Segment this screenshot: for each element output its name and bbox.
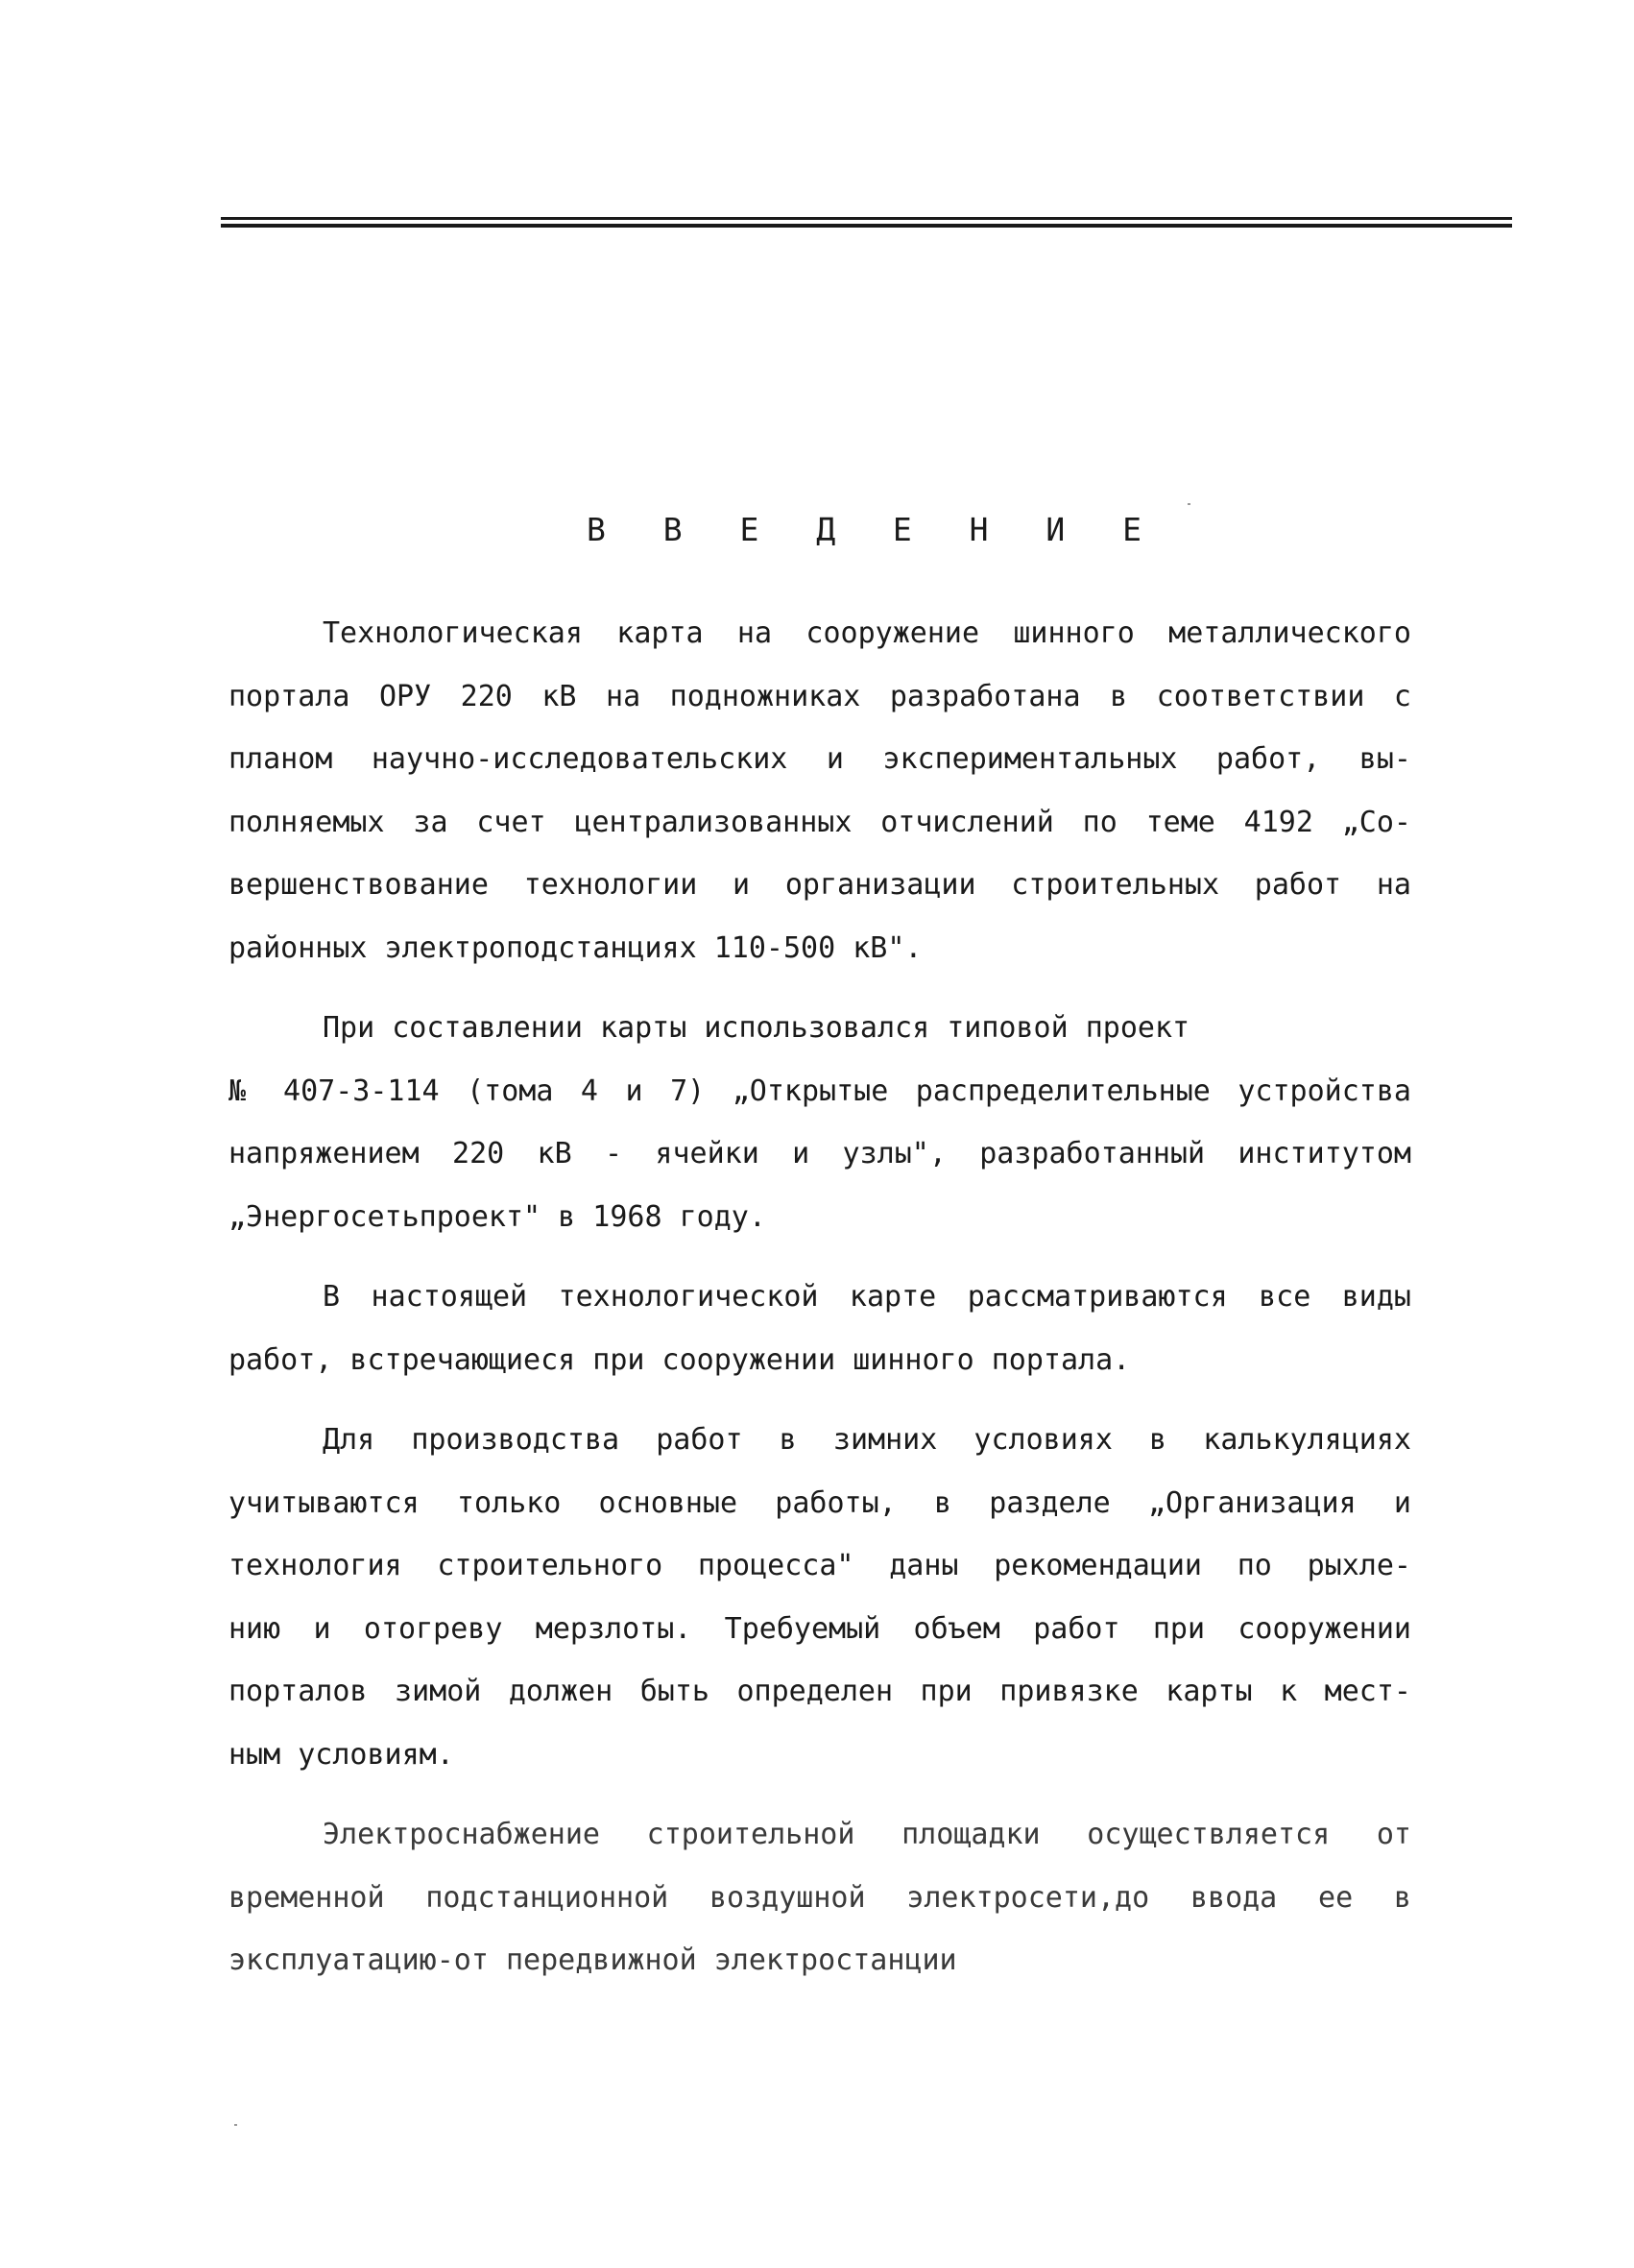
text-line: „Энергосетьпроект" в 1968 году. xyxy=(228,1199,766,1234)
text-line: В настоящей технологической карте рассматриваются все виды xyxy=(323,1280,1411,1314)
text-line: нию и отогреву мерзлоты. Требуемый объем работ при сооружении xyxy=(228,1611,1411,1646)
scan-speck xyxy=(1188,503,1190,505)
text-line: напряжением 220 кВ - ячейки и узлы", разработанный институтом xyxy=(228,1137,1411,1170)
document-body xyxy=(228,602,1411,1992)
text-line: работ, встречающиеся при сооружении шинного портала. xyxy=(228,1342,1131,1377)
text-line: учитываются только основные работы, в разделе „Организация и xyxy=(228,1485,1411,1520)
paragraph-scope xyxy=(228,1266,1411,1391)
double-top-rule xyxy=(221,217,1512,229)
text-line: Электроснабжение строительной площадки осуществляется от xyxy=(323,1818,1411,1851)
scan-speck xyxy=(234,2124,237,2126)
text-line: технология строительного процесса" даны рекомендации по рыхле- xyxy=(228,1549,1411,1582)
top-rule-thick-line xyxy=(221,224,1512,228)
text-line: ным условиям. xyxy=(228,1737,454,1772)
page-heading: В В Е Д Е Н И Е xyxy=(586,511,1161,548)
text-line: При составлении карты использовался типовой проект xyxy=(323,1011,1190,1045)
text-line: Технологическая карта на сооружение шинного металлического xyxy=(323,616,1411,650)
text-line: порталов зимой должен быть определен при привязке карты к мест- xyxy=(228,1675,1411,1708)
paragraph-winter-conditions xyxy=(228,1409,1411,1786)
text-line: Для производства работ в зимних условиях в калькуляциях xyxy=(323,1423,1411,1457)
text-line: эксплуатацию-от передвижной электростанции xyxy=(228,1943,957,1977)
text-line: № 407-3-114 (тома 4 и 7) „Открытые распределительные устройства xyxy=(228,1074,1411,1108)
paragraph-project-reference xyxy=(228,997,1411,1248)
text-line: полняемых за счет централизованных отчислений по теме 4192 „Со- xyxy=(228,805,1411,839)
text-line: временной подстанционной воздушной электросети,до ввода ее в xyxy=(228,1880,1411,1915)
text-line: планом научно-исследовательских и экспериментальных работ, вы- xyxy=(228,742,1411,776)
text-line: вершенствование технологии и организации строительных работ на xyxy=(228,868,1411,902)
text-line: портала ОРУ 220 кВ на подножниках разработана в соответствии с xyxy=(228,679,1411,713)
paragraph-intro xyxy=(228,602,1411,979)
text-line: районных электроподстанциях 110-500 кВ". xyxy=(228,930,923,965)
top-rule-thin-line xyxy=(221,217,1512,220)
paragraph-power-supply xyxy=(228,1803,1411,1992)
